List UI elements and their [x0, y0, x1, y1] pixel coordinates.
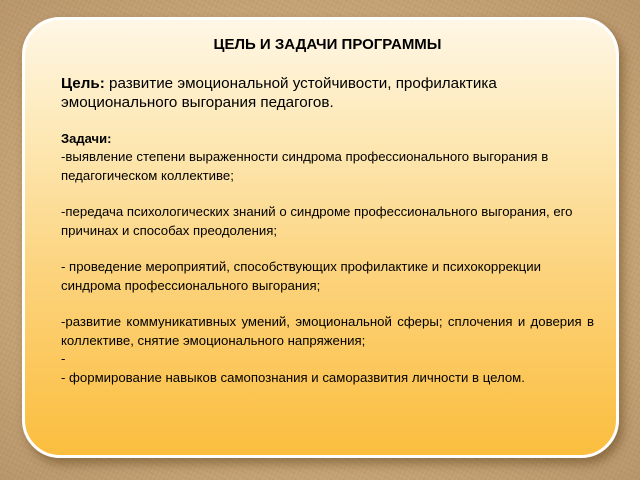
task-item-dash: - [61, 351, 66, 366]
task-item-knowledge-transfer: -передача психологических знаний о синдроме профессионального выгорания, его причинах и способах преодоления; [61, 204, 573, 238]
task-item-self-development: - формирование навыков самопознания и саморазвития личности в целом. [61, 369, 525, 385]
slide-content [61, 36, 594, 387]
page-title: ЦЕЛЬ И ЗАДАЧИ ПРОГРАММЫ [213, 36, 442, 53]
task-item-identification: -выявление степени выраженности синдрома профессионального выгорания в педагогическом коллективе; [61, 149, 549, 183]
content-panel [22, 17, 619, 458]
task-item-communication-skills: -развитие коммуникативных умений, эмоциональной сферы; сплочения и доверия в коллективе, снятие эмоционального напряжения; [61, 314, 594, 348]
tasks-heading: Задачи: [61, 131, 112, 146]
goal-paragraph [61, 74, 594, 112]
goal-text: развитие эмоциональной устойчивости, профилактика эмоционального выгорания педагогов. [61, 75, 497, 111]
goal-label: Цель: [61, 75, 105, 92]
task-item-events: - проведение мероприятий, способствующих профилактике и психокоррекции синдрома профессионального выгорания; [61, 259, 541, 293]
